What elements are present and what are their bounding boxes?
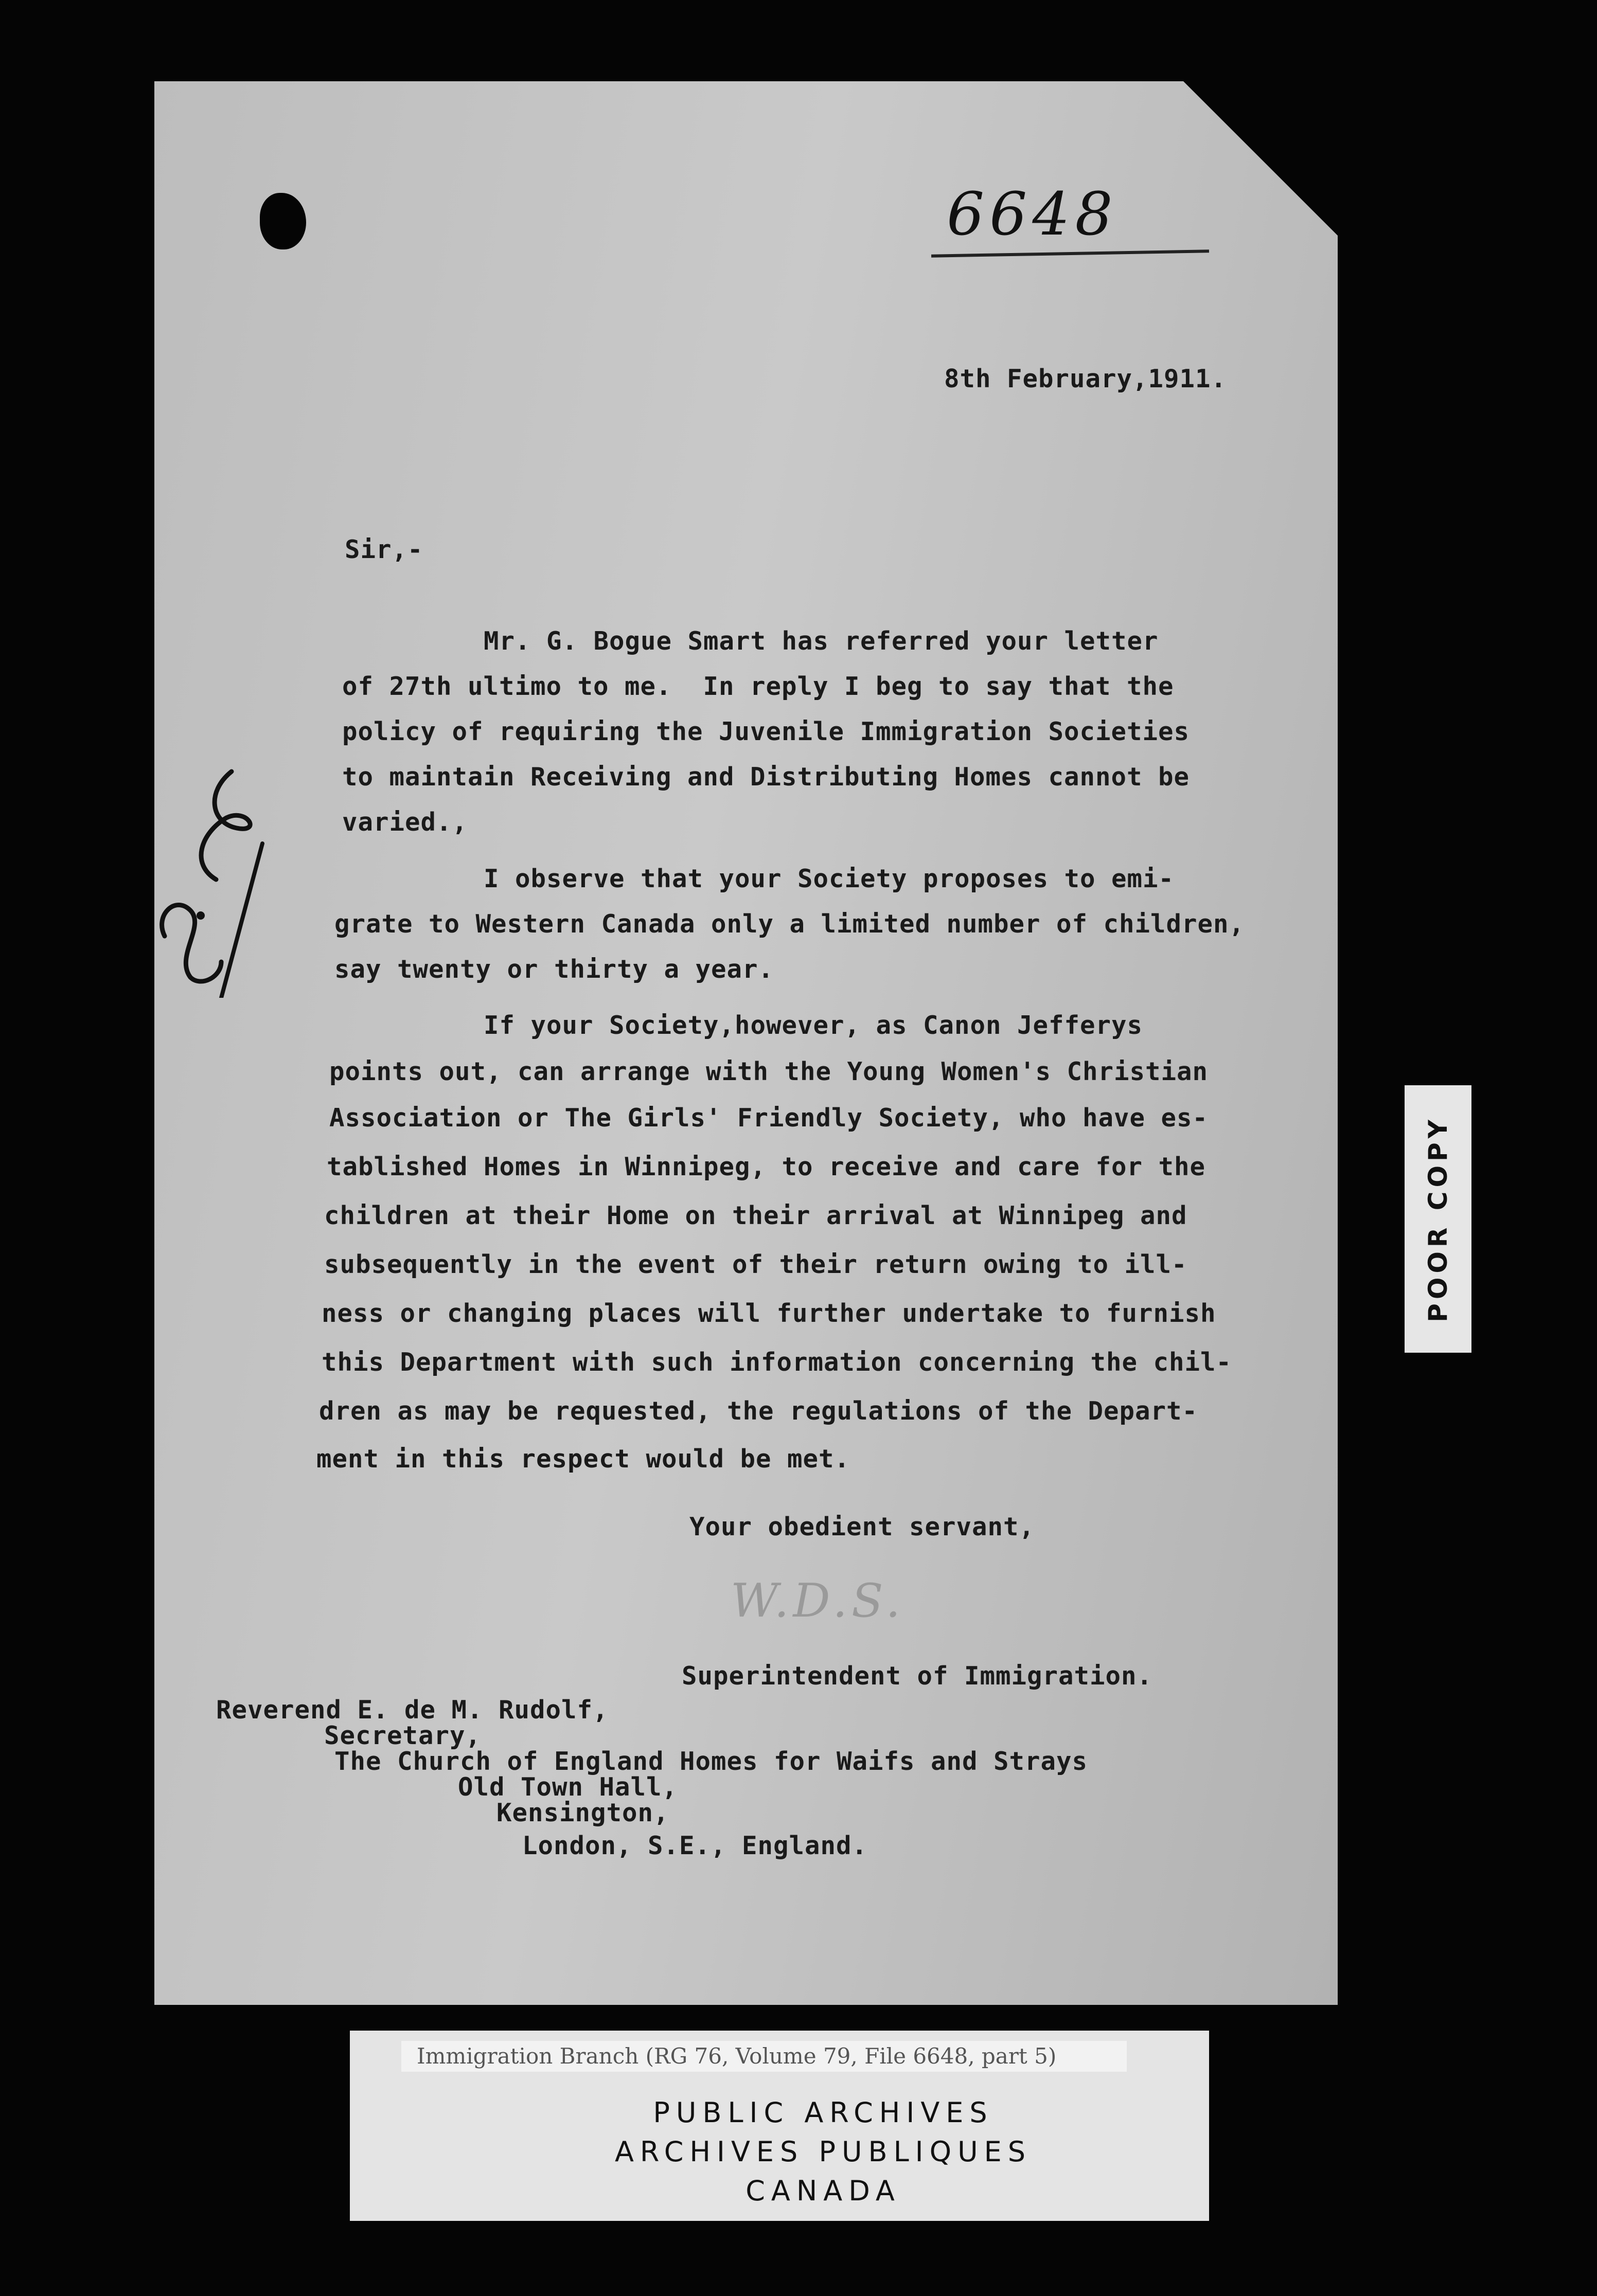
- body-line: tablished Homes in Winnipeg, to receive and care for the: [327, 1152, 1206, 1181]
- signature-title: Superintendent of Immigration.: [682, 1661, 1153, 1691]
- address-line: Old Town Hall,: [458, 1772, 678, 1802]
- archives-stamp-text: [406, 2093, 1240, 2211]
- body-line: Association or The Girls' Friendly Society, who have es-: [329, 1103, 1209, 1133]
- body-line: subsequently in the event of their return owing to ill-: [324, 1250, 1187, 1279]
- body-line: say twenty or thirty a year.: [334, 955, 774, 984]
- body-line: If your Society,however, as Canon Jefferys: [484, 1011, 1143, 1040]
- body-line: grate to Western Canada only a limited number of children,: [334, 909, 1245, 939]
- body-line: Mr. G. Bogue Smart has referred your letter: [484, 626, 1159, 656]
- body-line: of 27th ultimo to me. In reply I beg to say that the: [342, 672, 1174, 701]
- address-line: Reverend E. de M. Rudolf,: [216, 1695, 609, 1725]
- letter-date: 8th February,1911.: [944, 364, 1227, 393]
- body-line: this Department with such information concerning the chil-: [322, 1348, 1232, 1377]
- archive-reference: Immigration Branch (RG 76, Volume 79, File 6648, part 5): [401, 2041, 1127, 2072]
- address-line: London, S.E., England.: [522, 1831, 868, 1860]
- archives-country: CANADA: [746, 2175, 901, 2207]
- body-line: I observe that your Society proposes to emi-: [484, 864, 1175, 893]
- body-line: ness or changing places will further undertake to furnish: [322, 1299, 1216, 1328]
- address-line: Kensington,: [496, 1798, 669, 1827]
- archives-en: PUBLIC ARCHIVES: [653, 2096, 993, 2129]
- salutation: Sir,-: [345, 535, 423, 564]
- body-line: policy of requiring the Juvenile Immigration Societies: [342, 717, 1190, 746]
- faded-signature: W.D.S.: [731, 1574, 904, 1628]
- body-line: to maintain Receiving and Distributing Homes cannot be: [342, 762, 1190, 792]
- handwritten-file-number: 6648: [947, 180, 1118, 249]
- poor-copy-stamp: [1405, 1085, 1471, 1353]
- archives-fr: ARCHIVES PUBLIQUES: [614, 2136, 1032, 2168]
- body-line: varied.,: [342, 808, 468, 837]
- body-line: ment in this respect would be met.: [316, 1444, 850, 1474]
- closing: Your obedient servant,: [689, 1512, 1035, 1541]
- body-line: dren as may be requested, the regulations of the Depart-: [319, 1396, 1198, 1426]
- address-line: Secretary,: [324, 1721, 482, 1750]
- poor-copy-text: POOR COPY: [1423, 1116, 1453, 1322]
- punch-hole: [260, 193, 306, 249]
- address-line: The Church of England Homes for Waifs and Strays: [334, 1747, 1088, 1776]
- body-line: children at their Home on their arrival at Winnipeg and: [324, 1201, 1187, 1230]
- body-line: points out, can arrange with the Young Women's Christian: [329, 1057, 1209, 1086]
- folded-corner: [1183, 81, 1338, 236]
- handwritten-initials: [144, 761, 278, 998]
